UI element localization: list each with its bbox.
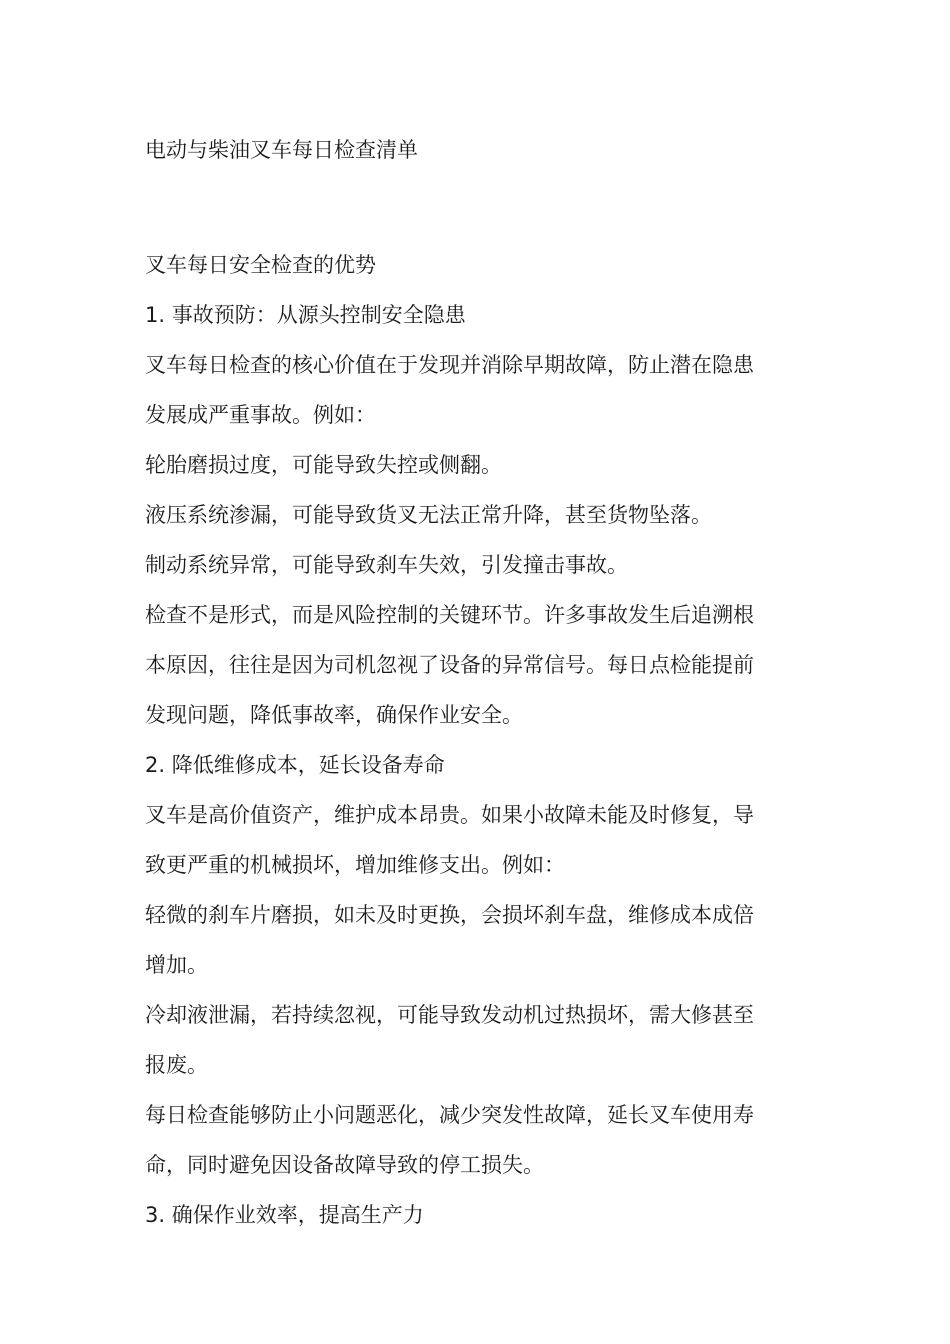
paragraph-line: 命，同时避免因设备故障导致的停工损失。 [145,1153,544,1177]
paragraph-line: 本原因，往往是因为司机忽视了设备的异常信号。每日点检能提前 [145,653,754,677]
list-item: 轮胎磨损过度，可能导致失控或侧翻。 [145,453,502,477]
paragraph-line: 检查不是形式，而是风险控制的关键环节。许多事故发生后追溯根 [145,603,754,627]
subheading-accident-prevention: 1. 事故预防：从源头控制安全隐患 [145,303,466,327]
list-item: 增加。 [145,953,208,977]
list-item: 制动系统异常，可能导致刹车失效，引发撞击事故。 [145,553,628,577]
list-item: 报废。 [145,1053,208,1077]
list-item: 冷却液泄漏，若持续忽视，可能导致发动机过热损坏，需大修甚至 [145,1003,754,1027]
subheading-efficiency: 3. 确保作业效率，提高生产力 [145,1203,424,1227]
paragraph-line: 叉车是高价值资产，维护成本昂贵。如果小故障未能及时修复，导 [145,803,754,827]
paragraph-line: 每日检查能够防止小问题恶化，减少突发性故障，延长叉车使用寿 [145,1103,754,1127]
paragraph-line: 发展成严重事故。例如： [145,403,376,427]
document-page [145,130,810,1240]
paragraph-line: 叉车每日检查的核心价值在于发现并消除早期故障，防止潜在隐患 [145,353,754,377]
paragraph-line: 致更严重的机械损坏，增加维修支出。例如： [145,853,565,877]
section-heading-advantages: 叉车每日安全检查的优势 [145,253,376,277]
list-item: 液压系统渗漏，可能导致货叉无法正常升降，甚至货物坠落。 [145,503,712,527]
document-title: 电动与柴油叉车每日检查清单 [145,138,418,162]
subheading-maintenance-cost: 2. 降低维修成本，延长设备寿命 [145,753,445,777]
paragraph-line: 发现问题，降低事故率，确保作业安全。 [145,703,523,727]
list-item: 轻微的刹车片磨损，如未及时更换，会损坏刹车盘，维修成本成倍 [145,903,754,927]
